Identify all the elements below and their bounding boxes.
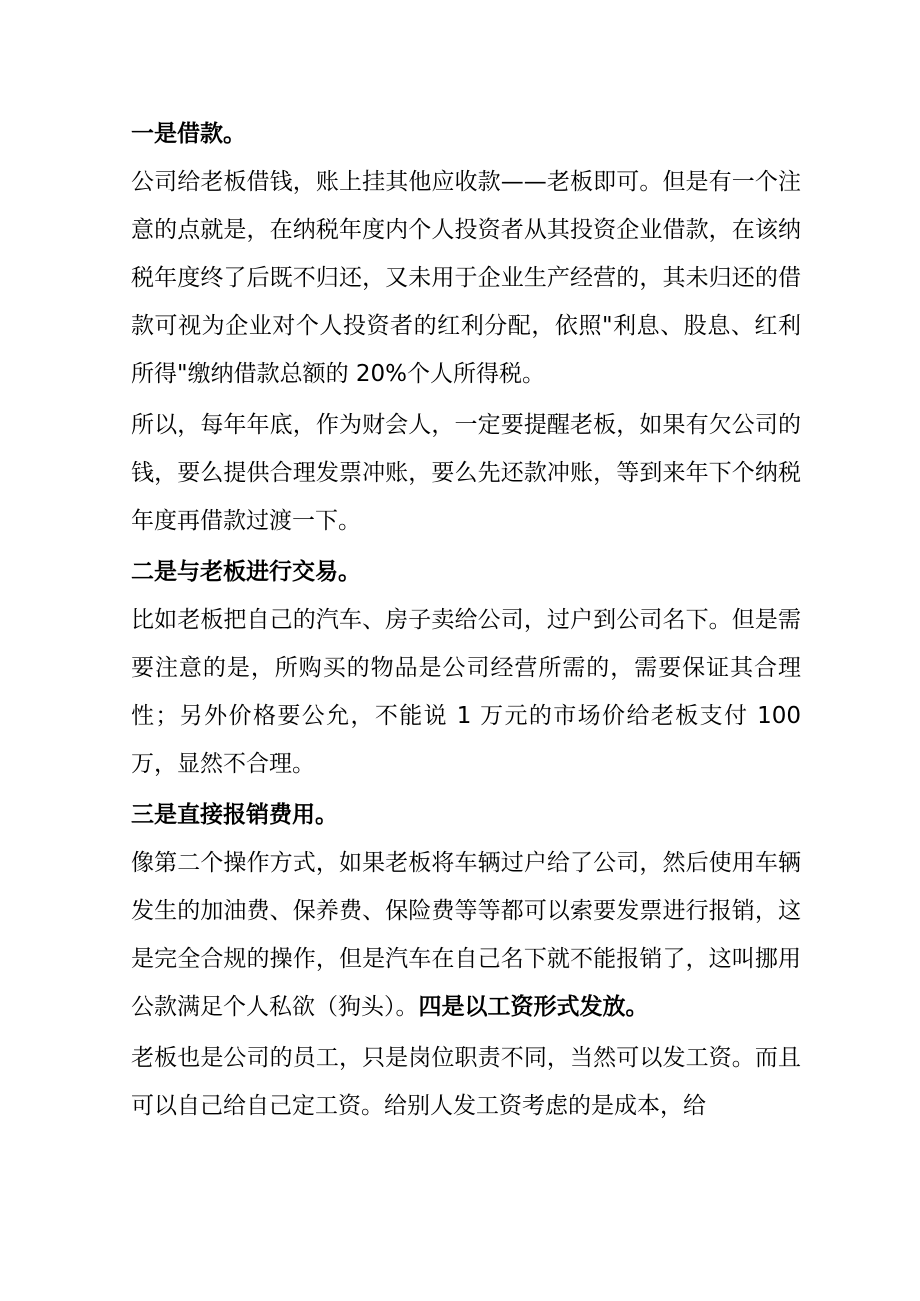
paragraph-transaction-explanation: 比如老板把自己的汽车、房子卖给公司，过户到公司名下。但是需要注意的是，所购买的物品是公司经营所需的，需要保证其合理性；另外价格要公允，不能说 1 万元的市场价给老板支付 100 万，显然不合理。 [131,607,801,777]
section-heading-transaction: 二是与老板进行交易。 [131,559,361,585]
paragraph-reimbursement-explanation [131,839,801,1031]
section-heading-reimbursement: 三是直接报销费用。 [131,802,338,828]
paragraph-year-end-reminder: 所以，每年年底，作为财会人，一定要提醒老板，如果有欠公司的钱，要么提供合理发票冲账，要么先还款冲账，等到来年下个纳税年度再借款过渡一下。 [131,412,801,534]
section-heading-salary: 四是以工资形式发放。 [418,994,649,1020]
paragraph-salary-explanation: 老板也是公司的员工，只是岗位职责不同，当然可以发工资。而且可以自己给自己定工资。给别人发工资考虑的是成本，给 [131,1045,801,1119]
section-heading-loan: 一是借款。 [131,121,246,147]
document-body [131,110,801,1130]
reimbursement-text: 像第二个操作方式，如果老板将车辆过户给了公司，然后使用车辆发生的加油费、保养费、保险费等等都可以索要发票进行报销，这是完全合规的操作，但是汽车在自己名下就不能报销了，这叫挪用公款满足个人私欲（狗头）。 [131,850,801,1020]
paragraph-loan-explanation: 公司给老板借钱，账上挂其他应收款——老板即可。但是有一个注意的点就是，在纳税年度内个人投资者从其投资企业借款，在该纳税年度终了后既不归还，又未用于企业生产经营的，其未归还的借款可视为企业对个人投资者的红利分配，依照"利息、股息、红利所得"缴纳借款总额的 20%个人所得税。 [131,169,801,387]
